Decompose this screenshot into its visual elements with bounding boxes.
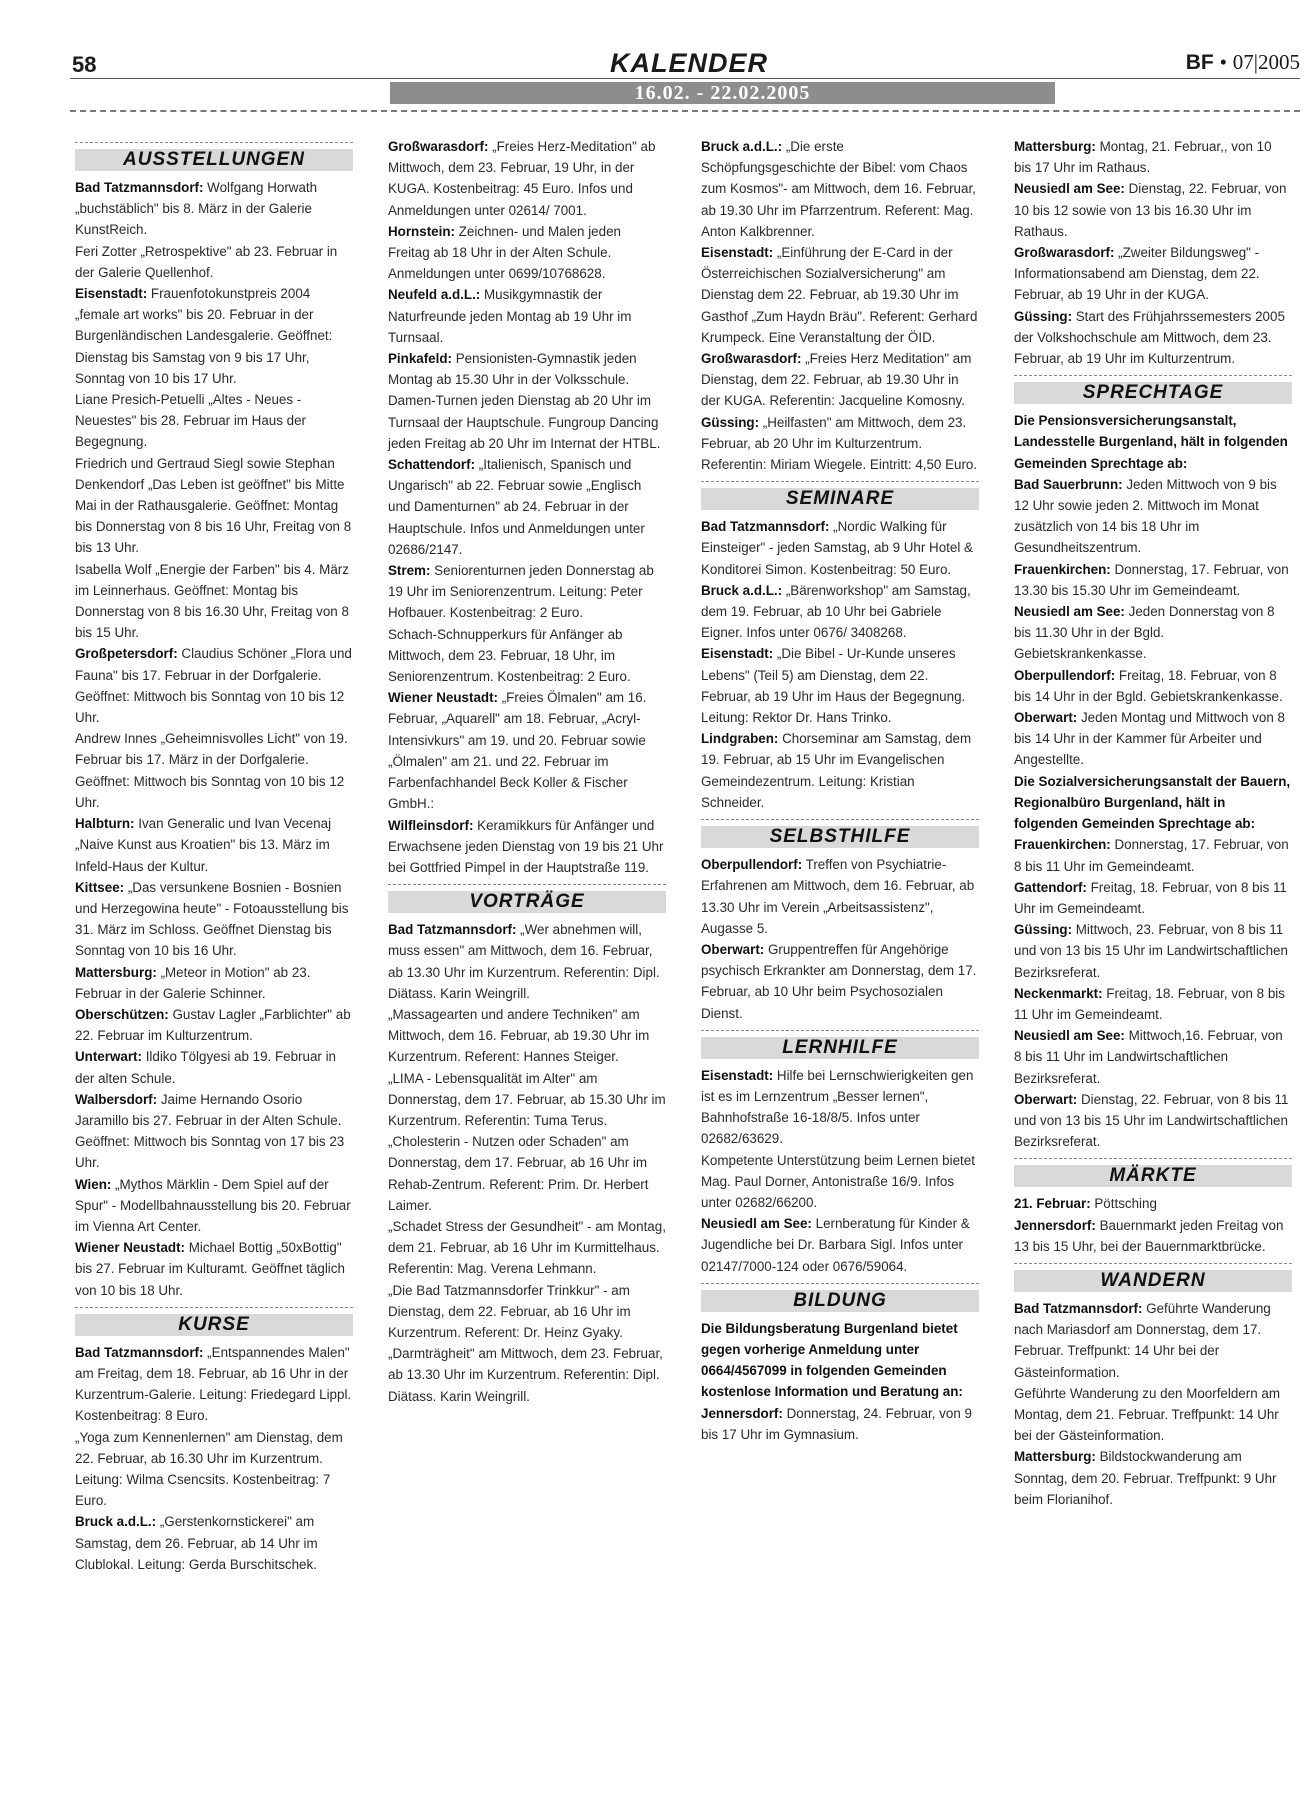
calendar-entry <box>1014 1298 1292 1383</box>
calendar-entry <box>75 1174 353 1238</box>
header-rule <box>70 78 1300 79</box>
entry-text: „Yoga zum Kennenlernen" am Dienstag, dem 22. Februar, ab 16.30 Uhr im Kurzentrum. Leitung: Wilma Csencsits. Kostenbeitrag: 7 Euro. <box>75 1429 343 1509</box>
entry-place: Bruck a.d.L.: <box>701 582 783 598</box>
entry-text: Pöttsching <box>1090 1196 1157 1212</box>
entry-place: Wilfleinsdorf: <box>388 817 474 833</box>
calendar-entry <box>388 815 666 879</box>
entry-text: „Zweiter Bildungsweg" - Informationsabend am Dienstag, dem 22. Februar, ab 19 Uhr in der KUGA. <box>1014 245 1260 303</box>
entry-place: Oberpullendorf: <box>1014 667 1116 683</box>
entry-place: Bruck a.d.L.: <box>701 139 783 154</box>
calendar-entry <box>701 939 979 1024</box>
calendar-entry <box>388 1216 666 1280</box>
entry-text: „Cholesterin - Nutzen oder Schaden" am Donnerstag, dem 17. Februar, ab 16 Uhr im Rehab-Zentrum. Referent: Prim. Dr. Herbert Laimer. <box>388 1134 649 1213</box>
entry-text: „Freies Herz Meditation" am Dienstag, dem 22. Februar, ab 19.30 Uhr in der KUGA. Referentin: Jacqueline Komosny. <box>701 351 972 409</box>
entry-text: Start des Frühjahrssemesters 2005 der Volkshochschule am Mittwoch, dem 23. Februar, ab 19 Uhr im Kulturzentrum. <box>1014 308 1285 367</box>
entry-text: „Gerstenkornstickerei" am Samstag, dem 26. Februar, ab 14 Uhr im Clublokal. Leitung: Gerda Burschitschek. <box>75 1514 318 1572</box>
entry-text: Donnerstag, 17. Februar, von 13.30 bis 15.30 Uhr im Gemeindeamt. <box>1014 561 1289 598</box>
entry-text: Michael Bottig „50xBottig" bis 27. Februar im Kulturamt. Geöffnet täglich von 10 bis 18 Uhr. <box>75 1240 345 1298</box>
section-heading <box>1014 1158 1292 1189</box>
entry-place: Oberwart: <box>1014 1091 1078 1107</box>
entry-text: Ildiko Tölgyesi ab 19. Februar in der alten Schule. <box>75 1049 336 1086</box>
entry-text: Friedrich und Gertraud Siegl sowie Stephan Denkendorf „Das Leben ist geöffnet" bis Mitte Mai in der Rathausgalerie. Geöffnet: Montag bis Donnerstag von 8 bis 16 Uhr, Freitag von 8 bis 13 Uhr. <box>75 455 352 556</box>
section-label: SELBSTHILFE <box>769 826 911 848</box>
entry-place: Gattendorf: <box>1014 879 1087 895</box>
entry-place: Walbersdorf: <box>75 1091 158 1107</box>
entry-text: Dienstag, 22. Februar, von 10 bis 12 sowie von 13 bis 16.30 Uhr im Rathaus. <box>1014 181 1287 239</box>
calendar-entry <box>75 1511 353 1575</box>
section-heading <box>75 142 353 173</box>
entry-place: Neckenmarkt: <box>1014 985 1103 1001</box>
entry-text: „Freies Ölmalen" am 16. Februar, „Aquarell" am 18. Februar, „Acryl-Intensivkurs" am 19. und 20. Februar sowie „Ölmalen" am 21. und 22. Februar im Farbenfachhandel Beck Koller & Fischer GmbH.: <box>388 690 647 812</box>
calendar-entry <box>388 1004 666 1068</box>
calendar-entry <box>75 559 353 644</box>
entry-place: Mattersburg: <box>1014 1449 1096 1465</box>
entry-place: Jennersdorf: <box>1014 1217 1096 1233</box>
calendar-entry <box>701 643 979 728</box>
entry-text: Chorseminar am Samstag, dem 19. Februar, ab 15 Uhr im Evangelischen Gemeindezentrum. Leitung: Kristian Schneider. <box>701 731 972 810</box>
calendar-entry <box>75 1089 353 1174</box>
entry-place: Frauenkirchen: <box>1014 561 1111 577</box>
entry-text: Lernberatung für Kinder & Jugendliche bei Dr. Barbara Sigl. Infos unter 02147/7000-124 oder 0676/59064. <box>701 1216 970 1274</box>
entry-place: Güssing: <box>1014 308 1073 324</box>
issue-info <box>1186 50 1300 75</box>
section-heading <box>1014 375 1292 406</box>
bullet: • <box>1219 50 1227 74</box>
entry-place: Oberwart: <box>701 941 765 957</box>
header-divider <box>70 110 1300 112</box>
entry-text: Jeden Mittwoch von 9 bis 12 Uhr sowie jeden 2. Mittwoch im Monat zusätzlich von 14 bis 18 Uhr im Gesundheitszentrum. <box>1014 476 1277 556</box>
entry-text: Mittwoch, 23. Februar, von 8 bis 11 und von 13 bis 15 Uhr im Landwirtschaftlichen Bezirksreferat. <box>1014 922 1288 980</box>
date-range: 16.02. - 22.02.2005 <box>634 82 811 104</box>
entry-text: Andrew Innes „Geheimnisvolles Licht" von 19. Februar bis 17. März in der Dorfgalerie. Geöffnet: Mittwoch bis Sonntag von 10 bis 12 Uhr. <box>75 731 348 810</box>
entry-text: Musikgymnastik der Naturfreunde jeden Montag ab 19 Uhr im Turnsaal. <box>388 287 632 345</box>
calendar-entry <box>75 283 353 389</box>
entry-text: „Italienisch, Spanisch und Ungarisch" ab 22. Februar sowie „Englisch und Damenturnen" ab 24. Februar in der Hauptschule. Infos und Anmeldungen unter 02686/2147. <box>388 457 645 557</box>
entry-text: Dienstag, 22. Februar, von 8 bis 11 und von 13 bis 15 Uhr im Landwirtschaftlichen Bezirksreferat. <box>1014 1091 1289 1150</box>
issue-number: 07|2005 <box>1232 50 1300 74</box>
calendar-entry <box>388 1280 666 1344</box>
entry-text: Jeden Montag und Mittwoch von 8 bis 14 Uhr in der Kammer für Arbeiter und Angestellte. <box>1014 710 1285 768</box>
entry-place: Wiener Neustadt: <box>75 1240 185 1256</box>
calendar-entry <box>1014 242 1292 306</box>
entry-text: Geführte Wanderung nach Mariasdorf am Donnerstag, dem 17. Februar. Treffpunkt: 14 Uhr bei der Gästeinformation. <box>1014 1300 1271 1380</box>
entry-place: Bad Tatzmannsdorf: <box>1014 1300 1143 1316</box>
entry-text: „Die Bad Tatzmannsdorfer Trinkkur" - am Dienstag, dem 22. Februar, ab 16 Uhr im Kurzentrum. Referent: Dr. Heinz Gyaky. <box>388 1282 631 1340</box>
section-label: AUSSTELLUNGEN <box>123 149 305 170</box>
calendar-entry <box>75 1342 353 1427</box>
calendar-entry <box>75 813 353 877</box>
lead-paragraph: Die Pensionsversicherungsanstalt, Landesstelle Burgenland, hält in folgenden Gemeinden Sprechtage ab: <box>1014 413 1288 471</box>
entry-text: „LIMA - Lebensqualität im Alter" am Donnerstag, dem 17. Februar, ab 15.30 Uhr im Kurzentrum. Referentin: Tuma Terus. <box>388 1070 666 1128</box>
entry-text: „Einführung der E-Card in der Österreichischen Sozialversicherung" am Dienstag dem 22. Februar, ab 19.30 Uhr im Gasthof „Zum Haydn Bräu". Referent: Gerhard Krumpeck. Eine Veranstaltung der ÖID. <box>701 245 978 345</box>
entry-place: Unterwart: <box>75 1049 142 1065</box>
entry-place: Neusiedl am See: <box>1014 604 1125 620</box>
entry-text: „Schadet Stress der Gesundheit" - am Montag, dem 21. Februar, ab 16 Uhr im Kurmittelhaus. Referentin: Mag. Verena Lehmann. <box>388 1218 666 1277</box>
entry-text: „Entspannendes Malen" am Freitag, dem 18. Februar, ab 16 Uhr in der Kurzentrum-Galerie. Leitung: Friedegard Lippl. Kostenbeitrag: 8 Euro. <box>75 1344 352 1424</box>
calendar-entry <box>75 728 353 813</box>
column-2 <box>388 136 666 1407</box>
calendar-entry <box>701 1213 979 1277</box>
calendar-entry <box>1014 1446 1292 1510</box>
entry-place: Bad Tatzmannsdorf: <box>75 180 204 195</box>
entry-place: Hornstein: <box>388 223 455 239</box>
entry-place: Großpetersdorf: <box>75 646 178 662</box>
calendar-entry <box>701 242 979 348</box>
entry-text: Donnerstag, 24. Februar, von 9 bis 17 Uhr im Gymnasium. <box>701 1405 972 1442</box>
entry-text: „Die erste Schöpfungsgeschichte der Bibel: vom Chaos zum Kosmos"- am Mittwoch, dem 16. Februar, ab 19.30 Uhr im Pfarrzentrum. Referent: Mag. Anton Kalkbrenner. <box>701 139 976 239</box>
calendar-entry <box>75 1004 353 1046</box>
section-label: BILDUNG <box>793 1289 887 1311</box>
column-3 <box>701 136 979 1445</box>
section-label: LERNHILFE <box>782 1036 898 1058</box>
entry-text: Montag, 21. Februar,, von 10 bis 17 Uhr im Rathaus. <box>1014 139 1272 176</box>
entry-place: Eisenstadt: <box>701 1067 774 1083</box>
calendar-entry <box>388 1068 666 1132</box>
column-4 <box>1014 136 1292 1510</box>
entry-text: Kompetente Unterstützung beim Lernen bietet Mag. Paul Dorner, Antonistraße 16/9. Infos unter 02682/66200. <box>701 1152 975 1210</box>
entry-text: Geführte Wanderung zu den Moorfeldern am Montag, dem 21. Februar. Treffpunkt: 14 Uhr bei der Gästeinformation. <box>1014 1385 1280 1444</box>
entry-text: Gustav Lagler „Farblichter" ab 22. Februar im Kulturzentrum. <box>75 1006 351 1044</box>
calendar-entry <box>1014 601 1292 665</box>
entry-text: Schach-Schnupperkurs für Anfänger ab Mittwoch, dem 23. Februar, 18 Uhr, im Seniorenzentrum. Kostenbeitrag: 2 Euro. <box>388 626 631 685</box>
entry-text: „Das versunkene Bosnien - Bosnien und Herzegowina heute" - Fotoausstellung bis 31. März im Schloss. Geöffnet Dienstag bis Sonntag von 10 bis 16 Uhr. <box>75 879 349 959</box>
entry-place: Oberpullendorf: <box>701 857 803 873</box>
entry-text: „Freies Herz-Meditation" ab Mittwoch, dem 23. Februar, 19 Uhr, in der KUGA. Kostenbeitrag: 45 Euro. Infos und Anmeldungen unter 02614/ 7001. <box>388 139 656 218</box>
entry-place: Kittsee: <box>75 879 125 895</box>
calendar-entry <box>1014 1025 1292 1089</box>
entry-text: Gruppentreffen für Angehörige psychisch Erkrankter am Donnerstag, dem 17. Februar, ab 10 Uhr beim Psychosozialen Dienst. <box>701 941 977 1021</box>
entry-text: „Meteor in Motion" ab 23. Februar in der Galerie Schinner. <box>75 964 311 1001</box>
entry-text: „Darmträgheit" am Mittwoch, dem 23. Februar, ab 13.30 Uhr im Kurzentrum. Referentin: Dipl. Diätass. Karin Weingrill. <box>388 1346 663 1404</box>
calendar-entry <box>388 1131 666 1216</box>
entry-text: Hilfe bei Lernschwierigkeiten gen ist es im Lernzentrum „Besser lernen", Bahnhofstraße 16-18/8/5. Infos unter 02682/63629. <box>701 1067 974 1147</box>
entry-text: Seniorenturnen jeden Donnerstag ab 19 Uhr im Seniorenzentrum. Leitung: Peter Hofbauer. Kostenbeitrag: 2 Euro. <box>388 563 654 621</box>
calendar-entry <box>701 516 979 580</box>
calendar-entry <box>388 560 666 624</box>
calendar-entry <box>701 1150 979 1214</box>
calendar-entry <box>388 1343 666 1407</box>
calendar-entry <box>1014 877 1292 919</box>
calendar-entry <box>75 1046 353 1088</box>
entry-text: Jaime Hernando Osorio Jaramillo bis 27. Februar in der Alten Schule. Geöffnet: Mittwoch bis Sonntag von 17 bis 23 Uhr. <box>75 1091 345 1171</box>
column-1 <box>75 136 353 1575</box>
entry-place: Oberschützen: <box>75 1006 169 1022</box>
entry-text: Treffen von Psychiatrie-Erfahrenen am Mittwoch, dem 16. Februar, ab 13.30 Uhr im Verein „Arbeitsassistenz", Augasse 5. <box>701 857 975 936</box>
calendar-entry <box>1014 1215 1292 1257</box>
entry-place: Eisenstadt: <box>75 286 148 302</box>
section-heading <box>75 1307 353 1338</box>
entry-text: Keramikkurs für Anfänger und Erwachsene jeden Dienstag von 19 bis 21 Uhr bei Gottfried Pimpel in der Hauptstraße 119. <box>388 817 664 875</box>
calendar-entry <box>75 389 353 453</box>
calendar-entry <box>75 1427 353 1512</box>
entry-text: Claudius Schöner „Flora und Fauna" bis 17. Februar in der Dorfgalerie. Geöffnet: Mittwoch bis Sonntag von 10 bis 12 Uhr. <box>75 646 352 726</box>
entry-text: „Die Bibel - Ur-Kunde unseres Lebens" (Teil 5) am Dienstag, dem 22. Februar, ab 19 Uhr im Haus der Begegnung. Leitung: Rektor Dr. Hans Trinko. <box>701 646 966 726</box>
calendar-entry <box>701 580 979 644</box>
calendar-entry <box>388 624 666 688</box>
magazine-name: BF <box>1185 51 1214 74</box>
calendar-entry <box>701 854 979 939</box>
calendar-entry <box>388 454 666 560</box>
entry-place: Bad Tatzmannsdorf: <box>388 922 517 938</box>
entry-place: Neufeld a.d.L.: <box>388 287 481 303</box>
calendar-entry <box>1014 1383 1292 1447</box>
entry-text: „Massagearten und andere Techniken" am Mittwoch, dem 16. Februar, ab 19.30 Uhr im Kurzentrum. Referent: Hannes Steiger. <box>388 1006 650 1065</box>
calendar-entry <box>701 728 979 813</box>
entry-place: Bad Tatzmannsdorf: <box>701 519 830 535</box>
entry-place: Oberwart: <box>1014 710 1078 726</box>
entry-text: Bildstockwanderung am Sonntag, dem 20. Februar. Treffpunkt: 9 Uhr beim Florianihof. <box>1014 1449 1277 1507</box>
calendar-entry <box>75 877 353 962</box>
entry-text: Freitag, 18. Februar, von 8 bis 11 Uhr im Gemeindeamt. <box>1014 985 1285 1022</box>
calendar-entry <box>388 136 666 221</box>
entry-place: Neusiedl am See: <box>1014 181 1125 197</box>
entry-place: Eisenstadt: <box>701 646 774 662</box>
calendar-entry <box>1014 665 1292 707</box>
section-label: KURSE <box>178 1313 250 1335</box>
section-label: VORTRÄGE <box>469 891 585 913</box>
entry-place: Halbturn: <box>75 816 135 832</box>
calendar-entry <box>75 241 353 283</box>
calendar-entry <box>388 687 666 814</box>
entry-place: Güssing: <box>1014 922 1073 938</box>
page-number: 58 <box>72 52 97 77</box>
entry-text: Mittwoch,16. Februar, von 8 bis 11 Uhr im Landwirtschaftlichen Bezirksreferat. <box>1014 1028 1283 1086</box>
entry-place: Großwarasdorf: <box>1014 245 1115 261</box>
entry-text: Ivan Generalic und Ivan Vecenaj „Naive Kunst aus Kroatien" bis 13. März im Infeld-Haus der Kultur. <box>75 816 332 874</box>
entry-place: Mattersburg: <box>1014 139 1096 154</box>
section-heading <box>701 1030 979 1061</box>
calendar-entry <box>75 453 353 559</box>
entry-place: Bad Tatzmannsdorf: <box>75 1344 204 1360</box>
entry-place: Strem: <box>388 563 431 579</box>
calendar-entry <box>388 919 666 1004</box>
entry-text: Isabella Wolf „Energie der Farben" bis 4. März im Leinnerhaus. Geöffnet: Montag bis Donnerstag von 8 bis 16.30 Uhr, Freitag von 8 bis 15 Uhr. <box>75 561 349 641</box>
entry-text: „Mythos Märklin - Dem Spiel auf der Spur" - Modellbahnausstellung bis 20. Februar im Vienna Art Center. <box>75 1176 351 1234</box>
calendar-entry <box>1014 919 1292 983</box>
entry-place: Jennersdorf: <box>701 1405 783 1421</box>
entry-text: Wolfgang Horwath „buchstäblich" bis 8. März in der Galerie KunstReich. <box>75 180 318 238</box>
lead-paragraph: Die Sozialversicherungsanstalt der Bauern, Regionalbüro Burgenland, hält in folgenden Gemeinden Sprechtage ab: <box>1014 773 1291 832</box>
entry-place: Wiener Neustadt: <box>388 690 498 706</box>
entry-place: Güssing: <box>701 414 760 430</box>
calendar-entry <box>1014 136 1292 178</box>
entry-text: Pensionisten-Gymnastik jeden Montag ab 15.30 Uhr in der Volksschule. <box>388 351 637 388</box>
entry-text: Damen-Turnen jeden Dienstag ab 20 Uhr im Turnsaal der Hauptschule. Fungroup Dancing jeden Freitag ab 20 Uhr im Internat der HTBL. <box>388 393 661 451</box>
entry-place: Neusiedl am See: <box>701 1216 812 1232</box>
entry-text: Freitag, 18. Februar, von 8 bis 11 Uhr im Gemeindeamt. <box>1014 879 1287 916</box>
calendar-entry <box>701 1065 979 1150</box>
entry-place: Großwarasdorf: <box>701 351 802 367</box>
section-label: SEMINARE <box>785 488 895 510</box>
calendar-entry <box>75 643 353 728</box>
calendar-entry <box>388 390 666 454</box>
entry-place: Mattersburg: <box>75 964 157 980</box>
calendar-entry <box>1014 178 1292 242</box>
entry-text: Jeden Donnerstag von 8 bis 11.30 Uhr in der Bgld. Gebietskrankenkasse. <box>1014 604 1275 662</box>
entry-text: Feri Zotter „Retrospektive" ab 23. Februar in der Galerie Quellenhof. <box>75 243 338 280</box>
entry-text: „Heilfasten" am Mittwoch, dem 23. Februar, ab 20 Uhr im Kulturzentrum. Referentin: Miriam Wiegele. Eintritt: 4,50 Euro. <box>701 414 978 473</box>
entry-text: „Bärenworkshop" am Samstag, dem 19. Februar, ab 10 Uhr bei Gabriele Eigner. Infos unter 0676/ 3408268. <box>701 582 971 641</box>
calendar-entry <box>388 348 666 390</box>
entry-place: Wien: <box>75 1176 112 1192</box>
entry-text: „Wer abnehmen will, muss essen" am Mittwoch, dem 16. Februar, ab 13.30 Uhr im Kurzentrum. Referentin: Dipl. Diätass. Karin Weingrill. <box>388 922 660 1001</box>
entry-place: Bruck a.d.L.: <box>75 1514 157 1530</box>
calendar-entry <box>1014 1193 1292 1214</box>
calendar-entry <box>701 348 979 412</box>
section-heading <box>701 1283 979 1314</box>
entry-text: Freitag, 18. Februar, von 8 bis 14 Uhr in der Bgld. Gebietskrankenkasse. <box>1014 667 1283 704</box>
section-label: WANDERN <box>1100 1269 1206 1291</box>
entry-place: Neusiedl am See: <box>1014 1028 1125 1044</box>
calendar-entry <box>1014 707 1292 771</box>
calendar-entry <box>388 284 666 348</box>
entry-place: Lindgraben: <box>701 731 779 747</box>
entry-place: Schattendorf: <box>388 457 476 473</box>
section-label: SPRECHTAGE <box>1082 382 1224 404</box>
entry-place: Frauenkirchen: <box>1014 837 1111 853</box>
entry-text: Liane Presich-Petuelli „Altes - Neues - Neuestes" bis 28. Februar im Haus der Begegnung. <box>75 392 307 450</box>
page-title: KALENDER <box>610 48 769 78</box>
section-heading <box>701 481 979 512</box>
entry-place: Großwarasdorf: <box>388 139 489 154</box>
calendar-entry <box>1014 306 1292 370</box>
entry-text: Zeichnen- und Malen jeden Freitag ab 18 Uhr in der Alten Schule. Anmeldungen unter 0699/10768628. <box>388 223 621 282</box>
section-heading <box>1014 1263 1292 1294</box>
calendar-entry <box>1014 559 1292 601</box>
entry-place: Pinkafeld: <box>388 351 452 367</box>
calendar-entry <box>75 962 353 1004</box>
calendar-entry <box>1014 834 1292 876</box>
calendar-entry <box>1014 1089 1292 1153</box>
calendar-entry <box>1014 983 1292 1025</box>
entry-place: 21. Februar: <box>1014 1196 1091 1212</box>
entry-text: Frauenfotokunstpreis 2004 „female art works" bis 20. Februar in der Burgenländischen Landesgalerie. Geöffnet: Dienstag bis Samstag von 9 bis 17 Uhr, Sonntag von 10 bis 17 Uhr. <box>75 286 333 386</box>
entry-place: Eisenstadt: <box>701 245 774 261</box>
calendar-entry <box>75 1237 353 1301</box>
section-heading <box>701 819 979 850</box>
calendar-entry <box>388 221 666 285</box>
calendar-entry <box>75 177 353 241</box>
section-heading <box>388 884 666 915</box>
entry-text: Donnerstag, 17. Februar, von 8 bis 11 Uhr im Gemeindeamt. <box>1014 837 1289 874</box>
calendar-entry <box>701 136 979 242</box>
entry-place: Bad Sauerbrunn: <box>1014 476 1123 492</box>
calendar-entry <box>701 1403 979 1445</box>
entry-text: Bauernmarkt jeden Freitag von 13 bis 15 Uhr, bei der Bauernmarktbrücke. <box>1014 1217 1284 1254</box>
section-label: MÄRKTE <box>1109 1165 1197 1187</box>
page <box>70 44 1300 1784</box>
lead-paragraph: Die Bildungsberatung Burgenland bietet gegen vorherige Anmeldung unter 0664/4567099 in folgenden Gemeinden kostenlose Information und Beratung an: <box>701 1320 963 1400</box>
entry-text: „Nordic Walking für Einsteiger" - jeden Samstag, ab 9 Uhr Hotel & Konditorei Simon. Kostenbeitrag: 50 Euro. <box>701 519 973 577</box>
calendar-entry <box>1014 474 1292 559</box>
calendar-entry <box>701 412 979 476</box>
page-header <box>70 44 1300 108</box>
